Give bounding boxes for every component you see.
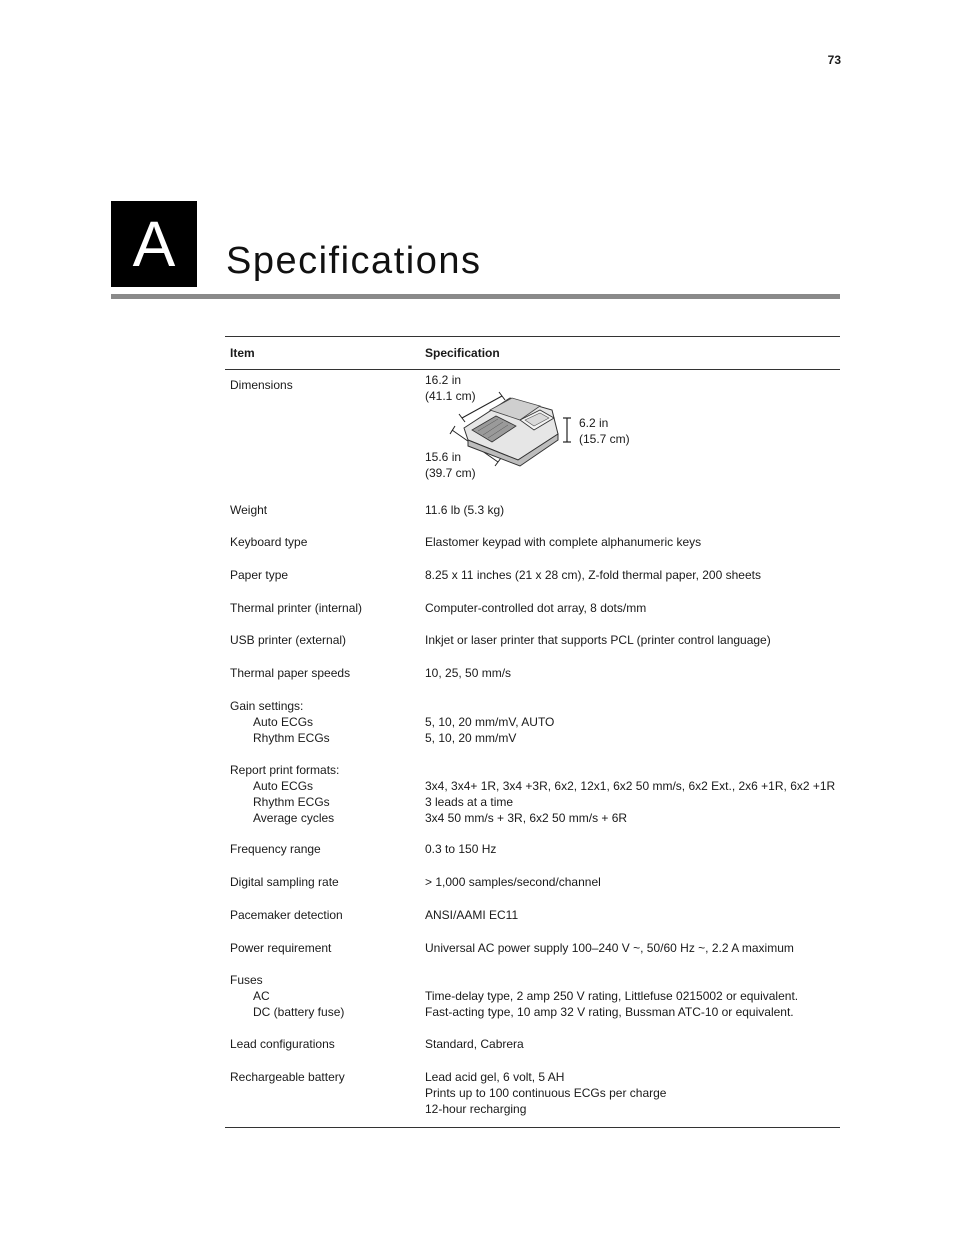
row-spec-cell [425,1036,835,1052]
chapter-letter-box: A [111,201,197,287]
row-item-text: Fuses [230,973,263,987]
row-item-text: Rechargeable battery [230,1070,345,1084]
row-item-text: Pacemaker detection [230,908,343,922]
row-spec-text: Inkjet or laser printer that supports PCL (printer control language) [425,633,771,647]
row-spec-text [425,972,835,988]
row-spec-cell [425,1069,835,1117]
row-spec-text: > 1,000 samples/second/channel [425,875,601,889]
row-item-text: Auto ECGs [253,779,314,793]
row-item-text: AC [253,989,270,1003]
row-item-text: Rhythm ECGs [253,731,330,745]
row-spec-cell [425,907,835,923]
dimension-depth-in: 15.6 in [425,450,462,464]
dimension-height-in: 6.2 in [579,416,609,430]
row-spec-text: Lead acid gel, 6 volt, 5 AH [425,1070,565,1084]
row-item-text: Thermal printer (internal) [230,601,363,615]
table-header-row [225,337,840,370]
row-spec-cell [425,600,835,616]
dimension-width-in: 16.2 in [425,373,462,387]
row-spec-text: Prints up to 100 continuous ECGs per charge [425,1086,667,1100]
row-item-cell [230,665,420,681]
page-number: 73 [827,53,841,67]
row-item-label: Dimensions [230,378,293,392]
row-spec-text [425,698,835,714]
row-item-text: Report print formats: [230,763,340,777]
row-spec-cell [425,698,835,746]
row-spec-text: ANSI/AAMI EC11 [425,908,519,922]
row-item-cell [230,632,420,648]
row-item-text: Rhythm ECGs [253,795,330,809]
row-spec-text: Computer-controlled dot array, 8 dots/mm [425,601,647,615]
row-item-cell [230,907,420,923]
row-spec-text: 3x4 50 mm/s + 3R, 6x2 50 mm/s + 6R [425,811,628,825]
row-item-text: Power requirement [230,941,332,955]
dimension-depth-cm: (39.7 cm) [425,466,476,480]
row-spec-cell [425,534,835,550]
header-spec: Specification [425,346,500,360]
row-item-text: Keyboard type [230,535,308,549]
row-spec-text: Standard, Cabrera [425,1037,524,1051]
row-item-text: Paper type [230,568,289,582]
row-item-text: Frequency range [230,842,321,856]
row-spec-cell [425,502,835,518]
dimension-height-cm: (15.7 cm) [579,432,630,446]
row-item-cell [230,698,420,746]
row-spec-text: 5, 10, 20 mm/mV [425,731,517,745]
row-item-text: USB printer (external) [230,633,347,647]
row-item-text: Weight [230,503,268,517]
row-item-cell [230,567,420,583]
row-spec-cell [425,874,835,890]
row-spec-cell [425,972,835,1020]
row-spec-text: 11.6 lb (5.3 kg) [425,503,505,517]
row-item-cell [230,841,420,857]
row-spec-cell [425,762,835,826]
ecg-device-illustration [440,390,640,475]
row-item-text: Gain settings: [230,699,304,713]
row-spec-text: Universal AC power supply 100–240 V ~, 50/60 Hz ~, 2.2 A maximum [425,941,794,955]
row-spec-cell [425,841,835,857]
row-spec-text: 3 leads at a time [425,795,514,809]
row-item-cell [230,972,420,1020]
row-item-cell [230,762,420,826]
row-spec-cell [425,665,835,681]
row-item-cell [230,1036,420,1052]
row-spec-text: Time-delay type, 2 amp 250 V rating, Littlefuse 0215002 or equivalent. [425,989,799,1003]
row-spec-text: 0.3 to 150 Hz [425,842,497,856]
row-spec-text: 3x4, 3x4+ 1R, 3x4 +3R, 6x2, 12x1, 6x2 50 mm/s, 6x2 Ext., 2x6 +1R, 6x2 +1R [425,779,836,793]
row-item-text: Thermal paper speeds [230,666,351,680]
row-spec-text: 8.25 x 11 inches (21 x 28 cm), Z-fold thermal paper, 200 sheets [425,568,761,582]
row-item-cell [230,534,420,550]
dimension-width-cm: (41.1 cm) [425,389,476,403]
row-spec-text: 10, 25, 50 mm/s [425,666,512,680]
row-item-text: Lead configurations [230,1037,335,1051]
row-item-cell [230,502,420,518]
header-item: Item [230,346,255,360]
row-spec-cell [425,632,835,648]
row-item-text: Average cycles [253,811,335,825]
row-spec-text: Fast-acting type, 10 amp 32 V rating, Bussman ATC-10 or equivalent. [425,1005,794,1019]
row-spec-text [425,762,835,778]
row-item-cell [230,1069,420,1085]
row-item-text: Digital sampling rate [230,875,339,889]
row-item-cell [230,600,420,616]
row-spec-text: 12-hour recharging [425,1102,527,1116]
row-item-cell [230,874,420,890]
row-item-text: Auto ECGs [253,715,314,729]
row-item-text: DC (battery fuse) [253,1005,345,1019]
row-spec-text: 5, 10, 20 mm/mV, AUTO [425,715,555,729]
row-spec-cell [425,567,835,583]
row-spec-cell [425,940,835,956]
row-item-cell [230,940,420,956]
title-rule [111,294,840,299]
row-spec-text: Elastomer keypad with complete alphanumeric keys [425,535,702,549]
page-title: Specifications [226,240,482,282]
